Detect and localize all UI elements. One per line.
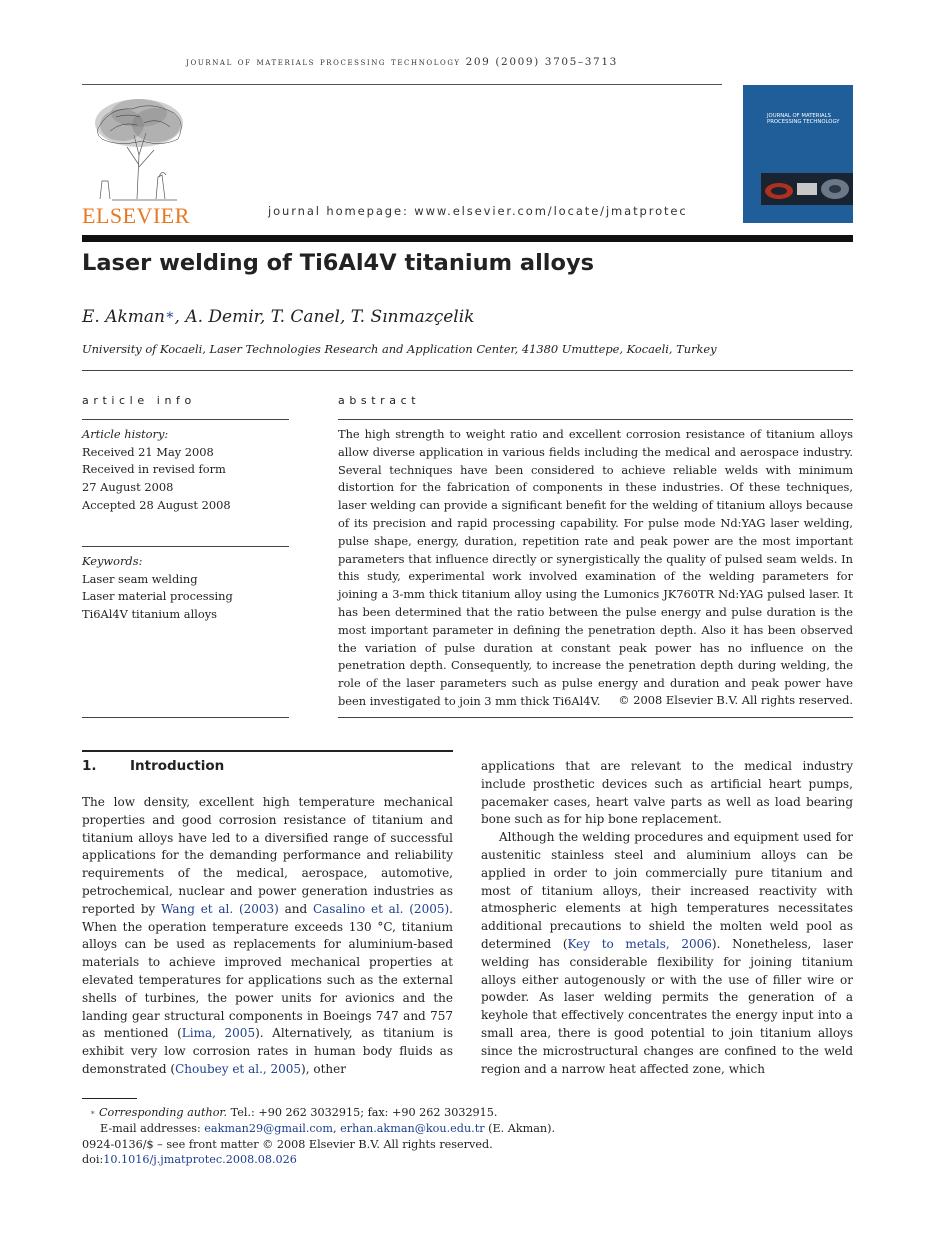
abstract-text: The high strength to weight ratio and excellent corrosion resistance of titanium alloys allow diverse application in various fields including the medical and aerospace industry. Several techniques have been considered to achieve reliable welds with minimum distortion for the fabrication of components in these industries. Of these techniques, laser welding can provide a significant benefit for the welding of titanium alloys because of its precision and rapid processing capability. For pulse mode Nd:YAG laser welding, pulse shape, energy, duration, repetition rate and peak power are the most important parameters that influence directly or synergistically the quality of pulsed seam welds. In this study, experimental work involved examination of the welding parameters for joining a 3-mm thick titanium alloy using the Lumonics JK760TR Nd:YAG pulsed laser. It has been determined that the ratio between the pulse energy and pulse duration is the most important parameter in defining the penetration depth. Also it has been observed the variation of pulse duration at constant peak power has no influence on the penetration depth. Consequently, to increase the penetration depth during welding, the role of the laser parameters such as pulse energy and duration and peak power have been investigated to join 3 mm thick Ti6Al4V. [338, 427, 853, 708]
author-name: T. Sınmazçelik [350, 307, 475, 327]
keywords-label: Keywords: [82, 554, 143, 568]
citation-link[interactable]: Choubey et al., 2005 [175, 1061, 302, 1076]
section-title: Introduction [130, 758, 225, 774]
author-list: E. Akman∗, A. Demir, T. Canel, T. Sınmazçelik [82, 307, 475, 327]
corresponding-author-note: ∗ Corresponding author. Tel.: +90 262 3032915; fax: +90 262 3032915. [90, 1106, 498, 1119]
history-entry: Accepted 28 August 2008 [82, 497, 231, 512]
author-name: T. Canel [270, 307, 340, 327]
section-number: 1. [82, 758, 97, 774]
keyword: Laser seam welding [82, 571, 198, 586]
journal-cover-thumbnail [743, 85, 853, 223]
title-separator-bar [82, 235, 853, 242]
paragraph: The low density, excellent high temperature mechanical properties and good corrosion resistance of titanium and titanium alloys have led to a diversified range of successful applications for the demanding performance and reliability requirements of the medical, aerospace, automotive, petrochemical, nuclear and power generation industries as reported by Wang et al. (2003) and Casalino et al. (2005). When the operation temperature exceeds 130 °C, titanium alloys can be used as replacements for aluminium-based materials to achieve improved mechanical properties at elevated temperatures for applications such as the external shells of turbines, the power units for avionics and the landing gear structural components in Boeings 747 and 757 as mentioned (Lima, 2005). Alternatively, as titanium is exhibit very low corrosion rates in human body fluids as demonstrated (Choubey et al., 2005), other [82, 795, 453, 1076]
citation-link[interactable]: Wang et al. (2003) [161, 901, 279, 916]
affiliation-divider [82, 370, 853, 371]
doi-line: doi:10.1016/j.jmatprotec.2008.08.026 [82, 1153, 297, 1167]
article-info-heading: article info [82, 394, 196, 407]
article-info-bottom-rule [82, 717, 289, 718]
abstract-bottom-rule [338, 717, 853, 718]
footnotes [82, 1105, 782, 1168]
keyword: Laser material processing [82, 589, 233, 604]
article-history [82, 426, 231, 515]
corresponding-author-mark[interactable]: ∗ [165, 307, 175, 323]
author-name: E. Akman [82, 307, 165, 327]
author-name: A. Demir [185, 307, 260, 327]
keywords-rule [82, 546, 289, 547]
paragraph: Although the welding procedures and equipment used for austenitic stainless steel and aluminium alloys can be applied in order to join commercially pure titanium and most of titanium alloys, their increased reactivity with atmospheric elements at high temperatures necessitates additional precautions to shield the molten weld pool as determined (Key to metals, 2006). Nonetheless, laser welding has considerable flexibility for joining titanium alloys either autogenously or with the use of filler wire or powder. As laser welding permits the generation of a keyhole that effectively concentrates the energy input into a small area, there is good potential to join titanium alloys since the microstructural changes are confined to the weld region and a narrow heat affected zone, which [481, 830, 853, 1076]
paragraph: applications that are relevant to the medical industry include prosthetic devices such as artificial heart pumps, pacemaker cases, heart valve parts as well as load bearing bone such as for hip bone replacement. [481, 759, 853, 827]
history-entry: Received in revised form [82, 462, 226, 477]
citation-link[interactable]: Casalino et al. (2005) [312, 901, 450, 916]
article-title: Laser welding of Ti6Al4V titanium alloys [82, 250, 595, 276]
history-entry: 27 August 2008 [82, 480, 174, 495]
doi-link[interactable]: 10.1016/j.jmatprotec.2008.08.026 [103, 1153, 297, 1167]
publisher-wordmark: ELSEVIER [82, 203, 190, 228]
citation-link[interactable]: Key to metals, 2006 [567, 936, 712, 951]
history-entry: Received 21 May 2008 [82, 444, 214, 459]
article-history-label: Article history: [82, 427, 169, 441]
email-link[interactable]: eakman29@gmail.com [204, 1121, 334, 1135]
introduction-rule [82, 750, 453, 752]
abstract-heading: abstract [338, 394, 421, 407]
article-info-rule [82, 419, 289, 420]
copyright-notice: © 2008 Elsevier B.V. All rights reserved. [618, 693, 853, 707]
header-divider [82, 84, 722, 85]
journal-homepage[interactable]: journal homepage: www.elsevier.com/locate/jmatprotec [268, 204, 688, 218]
footnote-rule [82, 1098, 137, 1099]
email-link[interactable]: erhan.akman@kou.edu.tr [340, 1121, 485, 1135]
journal-citation-line: journal of materials processing technology 209 (2009) 3705–3713 [186, 56, 618, 68]
cover-journal-title: JOURNAL OF MATERIALS PROCESSING TECHNOLOGY [767, 113, 840, 126]
section-heading [82, 758, 224, 774]
tree-logo-icon [82, 95, 197, 203]
body-column-right [481, 758, 853, 1078]
cover-photo-icon [761, 173, 853, 205]
keyword: Ti6Al4V titanium alloys [82, 607, 217, 622]
issn-line: 0924-0136/$ – see front matter © 2008 Elsevier B.V. All rights reserved. [82, 1137, 493, 1151]
cover-photo [761, 173, 853, 205]
body-column-left [82, 794, 453, 1079]
email-addresses: E-mail addresses: eakman29@gmail.com, erhan.akman@kou.edu.tr (E. Akman). [100, 1121, 556, 1135]
abstract-rule [338, 419, 853, 420]
citation-link[interactable]: Lima, 2005 [181, 1026, 256, 1041]
author-affiliation: University of Kocaeli, Laser Technologies Research and Application Center, 41380 Umuttepe, Kocaeli, Turkey [82, 342, 717, 356]
keywords [82, 553, 233, 624]
